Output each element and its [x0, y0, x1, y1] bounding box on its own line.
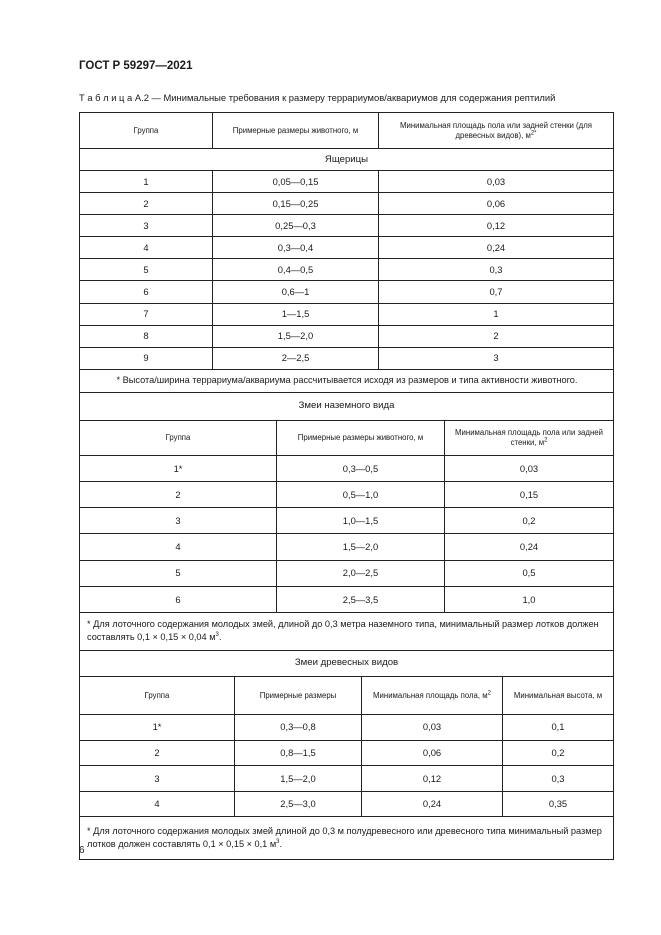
document-code: ГОСТ Р 59297—2021 — [79, 60, 193, 72]
table-cell: 0,05—0,15 — [213, 171, 379, 193]
table-cell: 0,03 — [379, 171, 613, 193]
table-cell: 0,12 — [379, 215, 613, 237]
table-cell: 0,5 — [445, 561, 613, 587]
tree-snakes-title-section — [80, 651, 613, 677]
table-cell: 0,03 — [362, 715, 503, 741]
table-cell: 0,24 — [362, 792, 503, 818]
header-animal-size: Примерные размеры животного, м — [213, 113, 379, 149]
tree-snakes-note-section — [80, 817, 613, 859]
table-cell: 0,24 — [445, 534, 613, 560]
table-cell: 0,4—0,5 — [213, 259, 379, 281]
table-cell: 1,5—2,0 — [277, 534, 445, 560]
ground-snakes-section — [80, 421, 613, 613]
table-cell: 5 — [80, 561, 277, 587]
table-cell: 0,12 — [362, 766, 503, 792]
table-cell: 1,5—2,0 — [213, 326, 379, 348]
table-cell: 2 — [80, 482, 277, 508]
lizards-note-section — [80, 370, 613, 393]
table-cell: 8 — [80, 326, 213, 348]
table-cell: 0,03 — [445, 456, 613, 482]
table-cell: 1 — [379, 304, 613, 326]
table-cell: 3 — [80, 508, 277, 534]
table-caption: Т а б л и ц а А.2 — Минимальные требования к размеру террариумов/аквариумов для содержания рептилий — [79, 92, 556, 103]
table-cell: 6 — [80, 281, 213, 303]
table-cell: 0,3—0,8 — [235, 715, 362, 741]
table-cell: 0,25—0,3 — [213, 215, 379, 237]
table-cell: 0,6—1 — [213, 281, 379, 303]
ground-snakes-title-section — [80, 393, 613, 421]
table-cell: 1* — [80, 456, 277, 482]
table-cell: 3 — [80, 215, 213, 237]
table-cell: 3 — [379, 348, 613, 370]
ground-header-animal-size: Примерные размеры животного, м — [277, 421, 445, 456]
table-cell: 2,5—3,5 — [277, 587, 445, 613]
tree-header-size: Примерные размеры — [235, 677, 362, 715]
table-cell: 2,0—2,5 — [277, 561, 445, 587]
table-cell: 0,3—0,4 — [213, 237, 379, 259]
lizards-section — [80, 113, 613, 370]
table-cell: 2—2,5 — [213, 348, 379, 370]
table-cell: 0,3 — [379, 259, 613, 281]
table-cell: 1,0—1,5 — [277, 508, 445, 534]
ground-header-min-area: Минимальная площадь пола или задней стенки, $м^2$ — [445, 421, 613, 456]
table-cell: 0,5—1,0 — [277, 482, 445, 508]
table-cell: 0,3—0,5 — [277, 456, 445, 482]
tree-snakes-title: Змеи древесных видов — [80, 651, 613, 677]
table-cell: 0,15—0,25 — [213, 193, 379, 215]
reptile-table — [79, 112, 614, 860]
table-cell: 1,5—2,0 — [235, 766, 362, 792]
table-cell: 1—1,5 — [213, 304, 379, 326]
table-cell: 0,06 — [379, 193, 613, 215]
table-cell: 5 — [80, 259, 213, 281]
header-group: Группа — [80, 113, 213, 149]
table-cell: 0,2 — [445, 508, 613, 534]
table-cell: 2 — [80, 193, 213, 215]
table-cell: 0,15 — [445, 482, 613, 508]
lizards-title: Ящерицы — [80, 149, 613, 171]
table-cell: 2 — [80, 741, 235, 767]
table-cell: 2,5—3,0 — [235, 792, 362, 818]
table-cell: 1 — [80, 171, 213, 193]
table-cell: 0,8—1,5 — [235, 741, 362, 767]
table-cell: 0,35 — [503, 792, 613, 818]
table-cell: 6 — [80, 587, 277, 613]
table-cell: 0,1 — [503, 715, 613, 741]
ground-header-group: Группа — [80, 421, 277, 456]
table-cell: 3 — [80, 766, 235, 792]
ground-snakes-footnote: * Для лоточного содержания молодых змей, длиной до 0,3 метра наземного типа, минимальный размер лотков должен составлять 0,1 × 0,15 × 0,04 $м^3$. — [80, 613, 613, 651]
page-number: 6 — [79, 845, 85, 856]
tree-header-min-area: Минимальная площадь пола, $м^2$ — [362, 677, 503, 715]
tree-snakes-footnote: * Для лоточного содержания молодых змей длиной до 0,3 м полудревесного или древесного типа минимальный размер лотков должен составлять 0,1 × 0,15 × 0,1 $м^3$. — [87, 826, 602, 850]
tree-snakes-section — [80, 677, 613, 817]
table-cell: 0,24 — [379, 237, 613, 259]
table-cell: 1,0 — [445, 587, 613, 613]
table-cell: 4 — [80, 237, 213, 259]
ground-snakes-title: Змеи наземного вида — [80, 393, 613, 421]
table-cell: 0,2 — [503, 741, 613, 767]
table-cell: 4 — [80, 792, 235, 818]
table-cell: 1* — [80, 715, 235, 741]
table-cell: 0,7 — [379, 281, 613, 303]
header-min-area: Минимальная площадь пола или задней стенки (для древесных видов), $м^{2*}$ — [379, 113, 613, 149]
table-cell: 0,06 — [362, 741, 503, 767]
table-cell: 0,3 — [503, 766, 613, 792]
table-cell: 4 — [80, 534, 277, 560]
table-cell: 9 — [80, 348, 213, 370]
table-cell: 2 — [379, 326, 613, 348]
table-cell: 7 — [80, 304, 213, 326]
tree-header-group: Группа — [80, 677, 235, 715]
lizards-footnote: * Высота/ширина террариума/аквариума рассчитывается исходя из размеров и типа активности животного. — [80, 370, 613, 393]
tree-header-min-height: Минимальная высота, м — [503, 677, 613, 715]
ground-snakes-note-section — [80, 613, 613, 651]
